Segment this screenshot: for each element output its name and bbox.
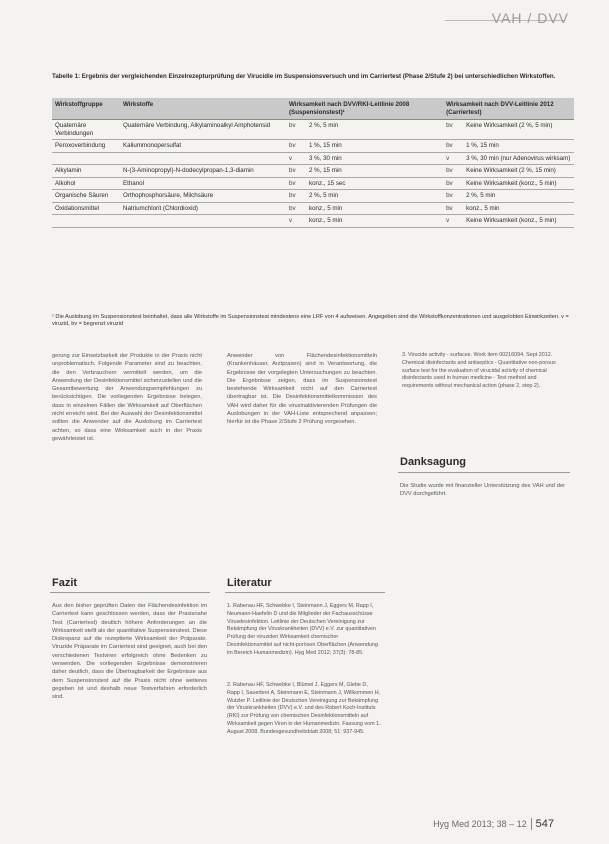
cell-carrier-value: 2 %, 5 min bbox=[463, 190, 574, 203]
body-text-col1: gerung zur Einsetzbarkeit der Produkte in der Praxis nicht unproblematisch. Folgende Parameter sind zu beachten, die den Verbrauchern vermittelt werden, um die Anwendung der Desinfektionsmittel sicherzustellen und die Gesamtbewertung der Anwendungsempfehlungen zu berücksichtigen. Die vorliegenden Ergebnisse belegen, dass in einzelnen Fällen die Wirksamkeit auf Oberflächen nicht erreicht wird. Bei der Auswahl der Desinfektionsmittel sollten die Anwender auf die Auslobung im Carriertest achten, so dass eine Wirksamkeit auch in der Praxis gewährleistet ist. bbox=[52, 353, 202, 442]
cell-susp-value: konz., 15 sec bbox=[306, 177, 443, 190]
cell-carrier-class: bv bbox=[443, 202, 463, 215]
cell-susp-class: bv bbox=[286, 177, 306, 190]
header-suspensionstest: Wirksamkeit nach DVV/RKI-Leitlinie 2008 (Suspensionstest)¹ bbox=[286, 98, 443, 120]
cell-carrier-class: bv bbox=[443, 140, 463, 153]
cell-carrier-value: 1 %, 15 min bbox=[463, 140, 574, 153]
cell-susp-value: 1 %, 15 min bbox=[306, 140, 443, 153]
table-row bbox=[52, 215, 574, 228]
table-caption: Tabelle 1: Ergebnis der vergleichenden Einzelrezepturprüfung der Virucidie im Suspensionsversuch und im Carriertest (Phase 2/Stufe 2) bei unterschiedlichen Wirkstoffen. bbox=[52, 73, 556, 80]
cell-group: Oxidationsmittel bbox=[52, 202, 120, 215]
table-row bbox=[52, 140, 574, 153]
cell-substance bbox=[120, 215, 286, 228]
cell-substance: Natriumchlorit (Chlordioxid) bbox=[120, 202, 286, 215]
cell-substance: Ethanol bbox=[120, 177, 286, 190]
cell-carrier-class: bv bbox=[443, 177, 463, 190]
body-text-col2: Anwender von Flächendesinfektionsmitteln (Krankenhäuser, Arztpraxen) sind in Verantwortung, die Ergebnisse der vorgelegten Untersuchungen zu beachten. Die Ergebnisse zeigen, dass im Suspensionstest bestehende Wirksamkeit nicht auf den Carriertest übertragbar ist. Die Desinfektionsmittelkommission des VAH wird daher für die virusinaktivierenden Prüfungen die Auslobungen in der VAH-Liste entsprechend anpassen; hierfür ist die Phase 2/Stufe 2 Prüfung vorgesehen. bbox=[227, 353, 377, 426]
cell-carrier-value: Keine Wirksamkeit (2 %, 5 min) bbox=[463, 120, 574, 140]
cell-group bbox=[52, 152, 120, 165]
cell-carrier-value: konz., 5 min bbox=[463, 202, 574, 215]
cell-carrier-class: v bbox=[443, 215, 463, 228]
cell-carrier-class: bv bbox=[443, 165, 463, 178]
fazit-text: Aus den bisher geprüften Daten der Flächendesinfektion im Carriertest kann geschlossen werden, dass der Praxisnahe Test (Carriertest) deutlich höhere Anforderungen an die Wirksamkeit stellt als der quantitative Suspensionstest. Diese Diskrepanz auf die rezeptierte Wirksamkeit der Präparate. Viruzide Präparate im Carriertest sind geeignet, auch bei den verschiedenen Testviren erfolgreich ohne Bedenken zu verwenden. Die vorliegenden Ergebnisse demonstrieren daher deutlich, dass die Übertragbarkeit der Ergebnisse aus dem Suspensionstest auf die Praxis nicht ohne weiteres gegeben ist und deshalb neue Testverfahren erforderlich sind. bbox=[52, 603, 207, 701]
cell-susp-value: konz., 5 min bbox=[306, 202, 443, 215]
cell-carrier-value: 3 %, 30 min (nur Adenovirus wirksam) bbox=[463, 152, 574, 165]
journal-section-tag: VAH / DVV bbox=[491, 10, 569, 26]
cell-susp-class: bv bbox=[286, 190, 306, 203]
cell-group: Quaternäre Verbindungen bbox=[52, 120, 120, 140]
danksagung-rule bbox=[398, 472, 570, 473]
table-footnote: ¹ Die Auslobung im Suspensionstest beinhaltet, dass alle Wirkstoffe im Suspensionstest mindestens eine LRF von 4 aufweisen. Angegeben sind die Wirkstoffkonzentrationen und ausgelobten Einwirkzeiten. v = viruzid, bv = begrenzt viruzid bbox=[52, 314, 569, 327]
cell-susp-value: 2 %, 5 min bbox=[306, 190, 443, 203]
header-wirkstoffgruppe: Wirkstoffgruppe bbox=[52, 98, 120, 120]
table-row bbox=[52, 120, 574, 140]
table-row bbox=[52, 165, 574, 178]
cell-susp-class: v bbox=[286, 215, 306, 228]
header-wirkstoffe: Wirkstoffe bbox=[120, 98, 286, 120]
literatur-rule bbox=[225, 592, 385, 593]
table-row bbox=[52, 152, 574, 165]
cell-carrier-class: bv bbox=[443, 120, 463, 140]
cell-susp-class: bv bbox=[286, 120, 306, 140]
cell-carrier-value: Keine Wirksamkeit (konz., 5 min) bbox=[463, 177, 574, 190]
table-row bbox=[52, 190, 574, 203]
cell-group bbox=[52, 215, 120, 228]
page-footer bbox=[433, 818, 554, 830]
cell-susp-value: 2 %, 5 min bbox=[306, 120, 443, 140]
cell-susp-value: konz., 5 min bbox=[306, 215, 443, 228]
cell-substance: N-(3-Aminopropyl)-N-dodecylpropan-1,3-diamin bbox=[120, 165, 286, 178]
cell-carrier-class: bv bbox=[443, 190, 463, 203]
cell-group: Organische Säuren bbox=[52, 190, 120, 203]
header-carriertest: Wirksamkeit nach DVV-Leitlinie 2012 (Carriertest) bbox=[443, 98, 574, 120]
cell-group: Peroxoverbindung bbox=[52, 140, 120, 153]
table-row bbox=[52, 177, 574, 190]
cell-susp-value: 2 %, 15 min bbox=[306, 165, 443, 178]
reference-3: 3. Virucide activity - surfaces. Work item 00216094. Sept 2012. Chemical disinfectants and antiseptics - Quantitative non-porous surface test for the evaluation of virucidal activity of chemical disinfectants used in human medicine - Test method and requirements without mechanical action (phase 2, step 2). bbox=[402, 352, 556, 390]
journal-citation: Hyg Med 2013; 38 – 12 bbox=[433, 819, 527, 829]
cell-substance: Quaternäre Verbindung, Alkylaminoalkyl Amphotensid bbox=[120, 120, 286, 140]
cell-carrier-class: v bbox=[443, 152, 463, 165]
results-table bbox=[52, 98, 574, 228]
cell-susp-value: 3 %, 30 min bbox=[306, 152, 443, 165]
cell-susp-class: bv bbox=[286, 140, 306, 153]
cell-carrier-value: Keine Wirksamkeit (2 %, 15 min) bbox=[463, 165, 574, 178]
page-number: 547 bbox=[531, 818, 554, 830]
cell-susp-class: bv bbox=[286, 165, 306, 178]
cell-substance bbox=[120, 152, 286, 165]
danksagung-heading: Danksagung bbox=[400, 456, 467, 468]
cell-group: Alkohol bbox=[52, 177, 120, 190]
reference-1: 1. Rabenau HF, Schwebke I, Steinmann J, Eggers M, Rapp I, Neumann-Haefelin D und die Mitglieder der Fachausschüsse Virusdesinfektion. Leitlinie der Deutschen Vereinigung zur Bekämpfung der Viruskrankheiten (DVV) e.V. zur quantitativen Prüfung der viruziden Wirksamkeit chemischer Desinfektionsmittel auf nicht-porösen Oberflächen (Anwendung im Bereich Humanmedizin). Hyg Med 2012; 37(3): 78-85. bbox=[227, 603, 379, 656]
cell-susp-class: v bbox=[286, 152, 306, 165]
reference-2: 2. Rabenau HF, Schwebke I, Blümel J, Eggers M, Glebe D, Rapp I, Sauerbrei A, Steinmann E, Steinmann J, Willkommen H, Wutzler P. Leitlinie der Deutschen Vereinigung zur Bekämpfung der Viruskrankheiten (DVV) e.V. und des Robert Koch-Instituts (RKI) zur Prüfung von chemischen Desinfektionsmitteln auf Wirksamkeit gegen Viren in der Humanmedizin. Fassung vom 1. August 2008. Bundesgesundheitsblatt 2008; 51: 937-945. bbox=[227, 682, 381, 735]
literatur-heading: Literatur bbox=[227, 577, 272, 589]
cell-substance: Orthophosphorsäure, Milchsäure bbox=[120, 190, 286, 203]
fazit-rule bbox=[50, 592, 210, 593]
table-row bbox=[52, 202, 574, 215]
fazit-heading: Fazit bbox=[52, 577, 78, 589]
cell-group: Alkylamin bbox=[52, 165, 120, 178]
cell-susp-class: bv bbox=[286, 202, 306, 215]
cell-carrier-value: Keine Wirksamkeit (konz., 5 min) bbox=[463, 215, 574, 228]
cell-substance: Kaliummonopersulfat bbox=[120, 140, 286, 153]
danksagung-text: Die Studie wurde mit finanzieller Unterstützung des VAH und der DVV durchgeführt. bbox=[400, 483, 565, 498]
table-header-row bbox=[52, 98, 574, 120]
